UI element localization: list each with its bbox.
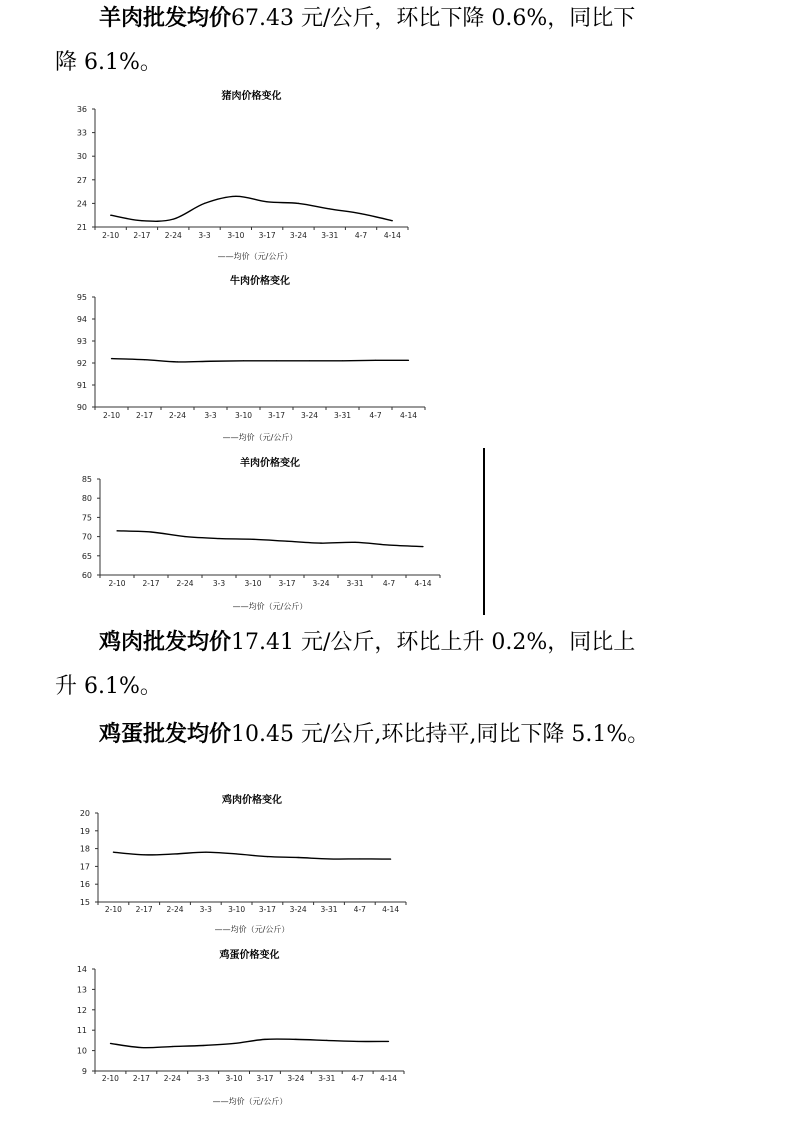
data-point bbox=[184, 536, 185, 537]
y-tick-label: 70 bbox=[81, 532, 92, 542]
x-tick-label: 3-3 bbox=[212, 579, 226, 588]
x-tick-label: 2-24 bbox=[166, 905, 184, 914]
y-tick-label: 92 bbox=[76, 359, 87, 368]
data-point bbox=[264, 1039, 265, 1040]
x-tick-label: 2-17 bbox=[142, 579, 160, 588]
legend-label: ——均价（元/公斤） bbox=[214, 925, 290, 934]
data-point bbox=[329, 208, 330, 209]
legend-label: ——均价（元/公斤） bbox=[222, 433, 298, 442]
x-tick-label: 2-17 bbox=[133, 231, 151, 240]
data-point bbox=[218, 538, 219, 539]
data-point bbox=[235, 196, 236, 197]
x-tick-label: 2-10 bbox=[104, 905, 122, 914]
data-point bbox=[210, 361, 211, 362]
data-point bbox=[233, 1043, 234, 1044]
data-point bbox=[141, 220, 142, 221]
data-point bbox=[173, 219, 174, 220]
x-tick-label: 3-10 bbox=[225, 1074, 243, 1083]
data-point bbox=[144, 359, 145, 360]
y-tick-label: 36 bbox=[76, 105, 87, 114]
legend-label: ——均价（元/公斤） bbox=[217, 252, 293, 261]
x-tick-label: 3-17 bbox=[258, 231, 276, 240]
data-point bbox=[388, 1041, 389, 1042]
x-tick-label: 4-14 bbox=[399, 411, 418, 420]
data-point bbox=[320, 543, 321, 544]
data-point bbox=[326, 1040, 327, 1041]
x-tick-label: 2-10 bbox=[108, 579, 126, 588]
mutton-line1: 67.43 元/公斤，环比下降 0.6%，同比下 bbox=[231, 6, 636, 31]
series-line bbox=[113, 852, 390, 859]
y-tick-label: 15 bbox=[79, 898, 90, 907]
data-point bbox=[203, 1045, 204, 1046]
y-tick-label: 30 bbox=[76, 152, 87, 162]
data-point bbox=[392, 220, 393, 221]
x-tick-label: 3-24 bbox=[312, 579, 330, 588]
data-point bbox=[243, 360, 244, 361]
x-tick-label: 3-17 bbox=[256, 1074, 274, 1083]
x-tick-label: 3-3 bbox=[199, 905, 212, 914]
y-tick-label: 95 bbox=[76, 293, 87, 302]
chart-title: 猪肉价格变化 bbox=[221, 91, 282, 102]
series-line bbox=[111, 196, 393, 221]
data-point bbox=[172, 1046, 173, 1047]
data-point bbox=[113, 852, 114, 853]
chicken-line2: 升 6.1%。 bbox=[55, 674, 162, 699]
x-tick-label: 3-17 bbox=[258, 905, 276, 914]
x-tick-label: 3-10 bbox=[234, 411, 253, 420]
data-point bbox=[295, 1039, 296, 1040]
y-tick-label: 85 bbox=[81, 475, 92, 484]
data-point bbox=[357, 1041, 358, 1042]
x-tick-label: 3-10 bbox=[228, 905, 246, 914]
y-tick-label: 13 bbox=[76, 985, 87, 995]
x-tick-label: 4-14 bbox=[382, 905, 400, 914]
data-point bbox=[375, 360, 376, 361]
data-point bbox=[252, 539, 253, 540]
y-tick-label: 19 bbox=[79, 826, 90, 836]
data-point bbox=[150, 531, 151, 532]
x-tick-label: 3-17 bbox=[267, 411, 286, 420]
y-tick-label: 65 bbox=[81, 551, 92, 561]
data-point bbox=[141, 1047, 142, 1048]
y-tick-label: 14 bbox=[76, 965, 87, 974]
y-tick-label: 33 bbox=[76, 128, 87, 138]
y-tick-label: 24 bbox=[76, 199, 87, 209]
data-point bbox=[177, 361, 178, 362]
x-tick-label: 3-31 bbox=[320, 905, 338, 914]
y-tick-label: 60 bbox=[81, 571, 92, 580]
x-tick-label: 2-10 bbox=[102, 411, 121, 420]
x-tick-label: 2-24 bbox=[176, 579, 194, 588]
data-point bbox=[408, 360, 409, 361]
y-tick-label: 75 bbox=[81, 513, 92, 523]
data-point bbox=[388, 544, 389, 545]
x-tick-label: 3-3 bbox=[204, 411, 217, 420]
data-point bbox=[267, 201, 268, 202]
y-tick-label: 27 bbox=[76, 175, 87, 185]
data-point bbox=[204, 203, 205, 204]
chart-title: 羊肉价格变化 bbox=[240, 458, 300, 469]
y-tick-label: 10 bbox=[76, 1046, 87, 1056]
series-line bbox=[110, 1039, 388, 1048]
x-tick-label: 3-31 bbox=[333, 411, 352, 420]
data-point bbox=[110, 1043, 111, 1044]
data-point bbox=[390, 859, 391, 860]
legend-label: ——均价（元/公斤） bbox=[232, 602, 308, 611]
y-tick-label: 94 bbox=[76, 315, 87, 324]
data-point bbox=[110, 215, 111, 216]
x-tick-label: 3-24 bbox=[287, 1074, 305, 1083]
y-tick-label: 93 bbox=[76, 337, 87, 346]
x-tick-label: 3-31 bbox=[321, 231, 339, 240]
x-tick-label: 2-17 bbox=[135, 905, 153, 914]
x-tick-label: 4-7 bbox=[353, 905, 366, 914]
x-tick-label: 4-14 bbox=[414, 579, 432, 588]
y-tick-label: 9 bbox=[81, 1067, 87, 1076]
data-point bbox=[116, 530, 117, 531]
data-point bbox=[267, 856, 268, 857]
x-tick-label: 2-17 bbox=[132, 1074, 150, 1083]
data-point bbox=[359, 858, 360, 859]
chart-title: 牛肉价格变化 bbox=[230, 276, 290, 287]
x-tick-label: 3-24 bbox=[289, 231, 307, 240]
y-tick-label: 11 bbox=[76, 1026, 87, 1036]
data-point bbox=[111, 358, 112, 359]
x-tick-label: 2-24 bbox=[168, 411, 187, 420]
y-tick-label: 16 bbox=[79, 880, 90, 890]
y-tick-label: 12 bbox=[76, 1005, 87, 1015]
x-tick-label: 2-10 bbox=[102, 231, 120, 240]
y-tick-label: 20 bbox=[79, 809, 90, 818]
mutton-lead: 羊肉批发均价 bbox=[99, 5, 232, 31]
y-tick-label: 21 bbox=[76, 223, 87, 232]
series-line bbox=[117, 531, 423, 547]
legend-label: ——均价（元/公斤） bbox=[212, 1097, 288, 1106]
mutton-line2: 降 6.1%。 bbox=[55, 50, 162, 75]
x-tick-label: 4-14 bbox=[380, 1074, 398, 1083]
x-tick-label: 2-24 bbox=[164, 231, 182, 240]
data-point bbox=[354, 542, 355, 543]
data-point bbox=[328, 858, 329, 859]
chart-title: 鸡蛋价格变化 bbox=[219, 950, 280, 961]
data-point bbox=[236, 853, 237, 854]
x-tick-label: 3-17 bbox=[278, 579, 296, 588]
y-tick-label: 17 bbox=[79, 862, 90, 872]
data-point bbox=[422, 546, 423, 547]
series-line bbox=[112, 359, 409, 362]
x-tick-label: 3-24 bbox=[289, 905, 307, 914]
x-tick-label: 2-24 bbox=[163, 1074, 181, 1083]
x-tick-label: 3-3 bbox=[198, 231, 211, 240]
x-tick-label: 2-17 bbox=[135, 411, 154, 420]
x-tick-label: 4-14 bbox=[383, 231, 401, 240]
chart-title: 鸡肉价格变化 bbox=[222, 795, 282, 806]
x-tick-label: 4-7 bbox=[354, 231, 368, 240]
egg-lead: 鸡蛋批发均价 bbox=[99, 721, 232, 747]
data-point bbox=[205, 852, 206, 853]
data-point bbox=[276, 360, 277, 361]
x-tick-label: 4-7 bbox=[369, 411, 382, 420]
x-tick-label: 4-7 bbox=[351, 1074, 364, 1083]
data-point bbox=[144, 854, 145, 855]
data-point bbox=[298, 857, 299, 858]
x-tick-label: 3-10 bbox=[244, 579, 262, 588]
data-point bbox=[360, 213, 361, 214]
x-tick-label: 2-10 bbox=[101, 1074, 119, 1083]
x-tick-label: 3-3 bbox=[197, 1074, 210, 1083]
data-point bbox=[298, 203, 299, 204]
chicken-lead: 鸡肉批发均价 bbox=[99, 629, 232, 655]
data-point bbox=[286, 541, 287, 542]
x-tick-label: 3-24 bbox=[300, 411, 319, 420]
data-point bbox=[342, 360, 343, 361]
x-tick-label: 3-31 bbox=[346, 579, 364, 588]
chicken-line1: 17.41 元/公斤，环比上升 0.2%，同比上 bbox=[231, 630, 636, 655]
y-tick-label: 91 bbox=[76, 381, 87, 390]
x-tick-label: 3-31 bbox=[318, 1074, 336, 1083]
egg-line1: 10.45 元/公斤,环比持平,同比下降 5.1%。 bbox=[231, 722, 650, 747]
x-tick-label: 3-10 bbox=[227, 231, 245, 240]
data-point bbox=[174, 853, 175, 854]
y-tick-label: 90 bbox=[76, 403, 87, 412]
y-tick-label: 18 bbox=[79, 844, 90, 854]
x-tick-label: 4-7 bbox=[382, 579, 396, 588]
data-point bbox=[309, 360, 310, 361]
y-tick-label: 80 bbox=[81, 494, 92, 504]
